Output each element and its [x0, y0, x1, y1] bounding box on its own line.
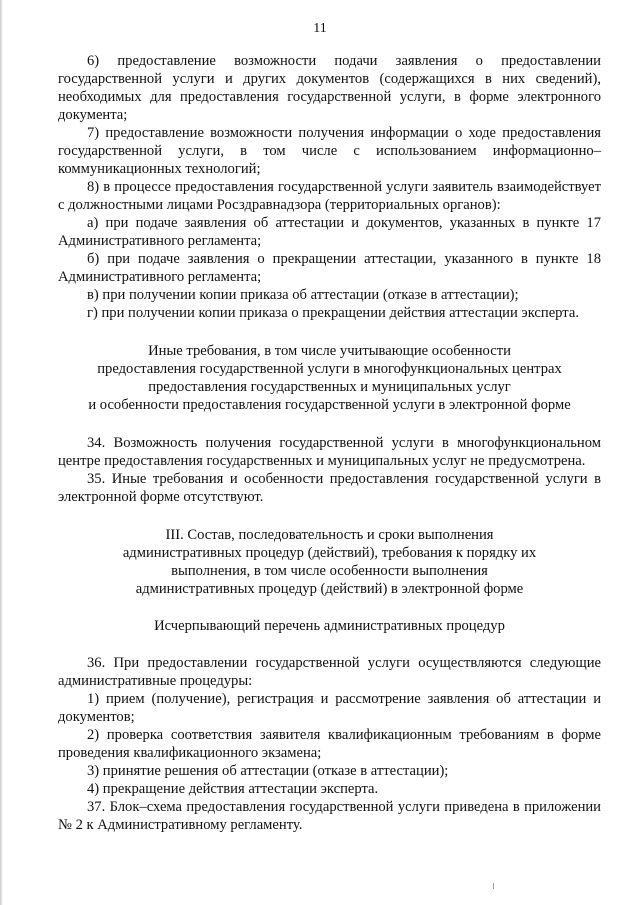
paragraph-35: 35. Иные требования и особенности предоставления государственной услуги в электронной форме отсутствуют. — [58, 471, 601, 505]
paragraph-34: 34. Возможность получения государственной услуги в многофункциональном центре предоставления государственных и муниципальных услуг не предусмотрена. — [58, 435, 601, 469]
paragraph-36: 36. При предоставлении государственной услуги осуществляются следующие административные процедуры: — [58, 655, 601, 689]
paragraph-item-7: 7) предоставление возможности получения информации о ходе предоставления государственной услуги, в том числе с использованием информационно–коммуникационных технологий; — [58, 125, 601, 177]
paragraph-subitem-v: в) при получении копии приказа об аттестации (отказе в аттестации); — [87, 287, 519, 303]
scan-speck — [493, 883, 494, 889]
paragraph-subitem-g: г) при получении копии приказа о прекращении действия аттестации эксперта. — [87, 305, 579, 321]
paragraph-procedure-4: 4) прекращение действия аттестации эксперта. — [87, 781, 379, 797]
heading-section-3 — [58, 526, 601, 598]
heading-line: Иные требования, в том числе учитывающие особенности — [148, 343, 511, 359]
heading-line: предоставления государственных и муниципальных услуг — [148, 379, 511, 395]
heading-procedures-list: Исчерпывающий перечень административных процедур — [154, 618, 505, 634]
paragraph-procedure-2: 2) проверка соответствия заявителя квалификационным требованиям в форме проведения квалификационного экзамена; — [58, 727, 601, 761]
heading-line: предоставления государственной услуги в многофункциональных центрах — [97, 361, 562, 377]
scan-edge-shadow — [0, 0, 3, 905]
heading-line: III. Состав, последовательность и сроки выполнения — [165, 527, 494, 543]
page-number: 11 — [313, 21, 327, 36]
heading-line: выполнения, в том числе особенности выполнения — [171, 563, 488, 579]
heading-other-requirements — [58, 342, 601, 414]
paragraph-subitem-a: а) при подаче заявления об аттестации и документов, указанных в пункте 17 Административного регламента; — [58, 215, 601, 249]
paragraph-subitem-b: б) при подаче заявления о прекращении аттестации, указанного в пункте 18 Административного регламента; — [58, 251, 601, 285]
paragraph-procedure-3: 3) принятие решения об аттестации (отказе в аттестации); — [87, 763, 449, 779]
heading-line: административных процедур (действий), требования к порядку их — [122, 545, 537, 561]
heading-line: и особенности предоставления государственной услуги в электронной форме — [88, 397, 571, 413]
paragraph-item-8: 8) в процессе предоставления государственной услуги заявитель взаимодействует с должностными лицами Росздравнадзора (территориальных органов): — [58, 179, 601, 213]
paragraph-item-6: 6) предоставление возможности подачи заявления о предоставлении государственной услуги и других документов (содержащихся в них сведений), необходимых для предоставления государственной услуги, в форме электронного документа; — [58, 53, 601, 123]
paragraph-37: 37. Блок–схема предоставления государственной услуги приведена в приложении № 2 к Административному регламенту. — [58, 799, 601, 833]
document-body — [58, 52, 601, 834]
paragraph-procedure-1: 1) прием (получение), регистрация и рассмотрение заявления об аттестации и документов; — [58, 691, 601, 725]
heading-line: административных процедур (действий) в электронной форме — [135, 581, 524, 597]
